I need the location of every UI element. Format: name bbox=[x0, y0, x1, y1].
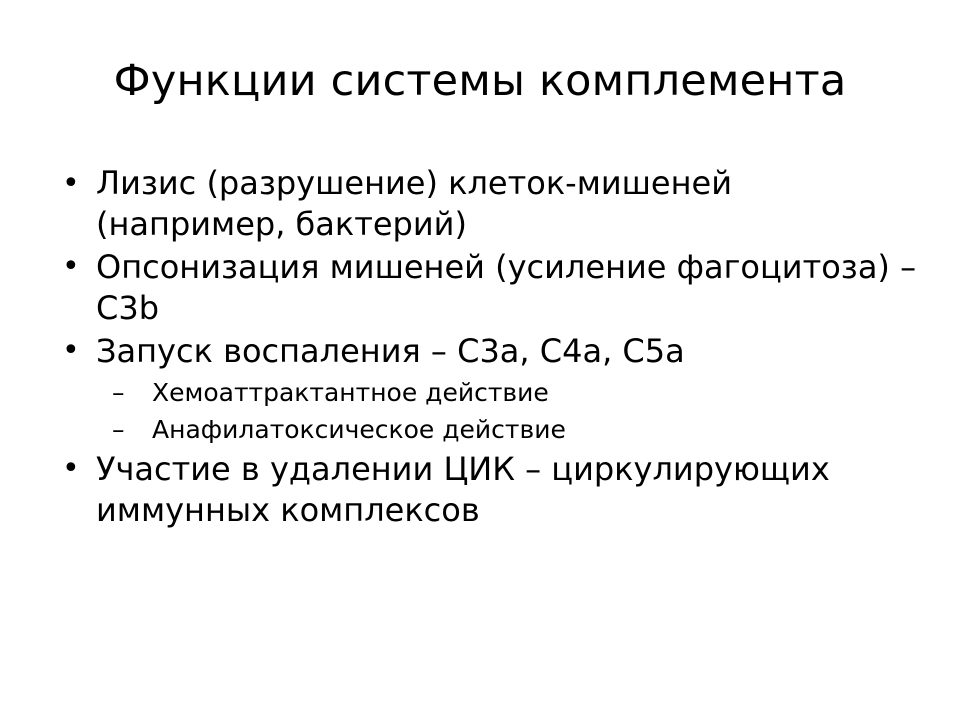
bullet-dot-icon: • bbox=[62, 451, 80, 487]
sub-list-item bbox=[96, 376, 928, 410]
list-item-text: Участие в удалении ЦИК – циркулирующих иммунных комплексов bbox=[96, 449, 830, 529]
dash-icon: – bbox=[112, 377, 125, 407]
list-item bbox=[48, 247, 928, 329]
bullet-dot-icon: • bbox=[62, 249, 80, 285]
sub-list-item-text: Хемоаттрактантное действие bbox=[152, 377, 549, 407]
page-title: Функции системы комплемента bbox=[113, 56, 847, 106]
sub-list-item bbox=[96, 413, 928, 447]
bullet-list bbox=[48, 163, 928, 531]
list-item-text: Запуск воспаления – C3a, C4a, C5a bbox=[96, 331, 685, 370]
list-item-text: Лизис (разрушение) клеток-мишеней (например, бактерий) bbox=[96, 164, 733, 243]
sub-list-item-text: Анафилатоксическое действие bbox=[152, 415, 566, 445]
bullet-dot-icon: • bbox=[62, 165, 80, 201]
sub-bullet-list bbox=[96, 376, 928, 447]
list-item bbox=[48, 163, 928, 245]
list-item bbox=[48, 449, 928, 531]
list-item-text: Опсонизация мишеней (усиление фагоцитоза) – C3b bbox=[96, 247, 917, 327]
list-item bbox=[48, 331, 928, 447]
slide-body bbox=[48, 163, 928, 533]
bullet-dot-icon: • bbox=[62, 333, 80, 369]
dash-icon: – bbox=[112, 415, 125, 445]
